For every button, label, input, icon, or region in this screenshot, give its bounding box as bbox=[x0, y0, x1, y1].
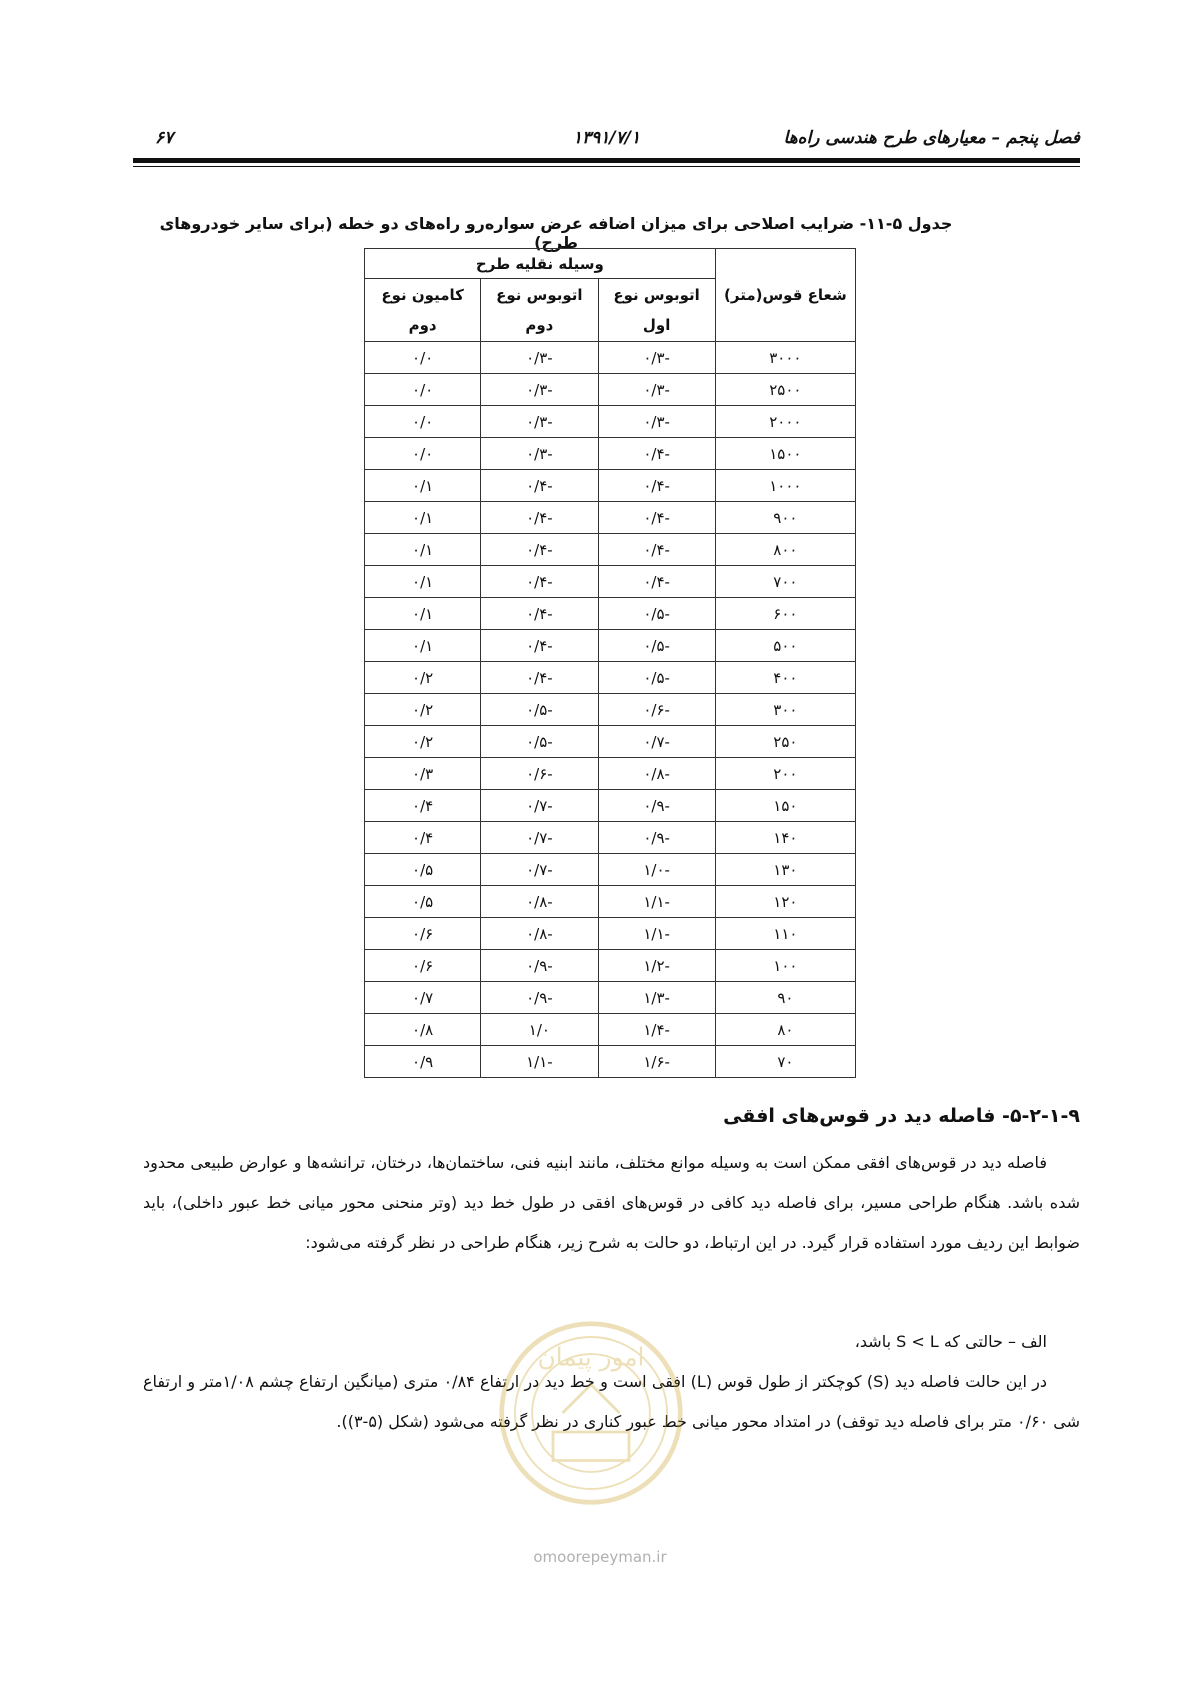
radius-cell: ۲۰۰ bbox=[715, 758, 855, 790]
bus-type-2-cell: -۰/۹ bbox=[481, 950, 598, 982]
table-row bbox=[365, 694, 856, 726]
bus-type-1-cell: -۱/۶ bbox=[598, 1046, 715, 1078]
bus-type-2-cell: -۰/۸ bbox=[481, 886, 598, 918]
table-row bbox=[365, 950, 856, 982]
bus-type-1-cell: -۰/۴ bbox=[598, 470, 715, 502]
radius-cell: ۲۰۰۰ bbox=[715, 406, 855, 438]
chapter-title: فصل پنجم – معیارهای طرح هندسی راه‌ها bbox=[783, 128, 1080, 148]
correction-factors-table bbox=[364, 248, 856, 1078]
header-rule-thick bbox=[133, 158, 1080, 163]
bus-type-1-cell: -۰/۹ bbox=[598, 790, 715, 822]
radius-header: شعاع قوس(متر) bbox=[715, 249, 855, 342]
truck-type-2-cell: ۰/۸ bbox=[365, 1014, 481, 1046]
truck-type-2-cell: ۰/۱ bbox=[365, 566, 481, 598]
bus-type-2-cell: -۰/۷ bbox=[481, 790, 598, 822]
bus-type-1-cell: -۰/۷ bbox=[598, 726, 715, 758]
radius-cell: ۱۳۰ bbox=[715, 854, 855, 886]
table-row bbox=[365, 406, 856, 438]
truck-type-2-cell: ۰/۶ bbox=[365, 950, 481, 982]
truck-type-2-cell: ۰/۹ bbox=[365, 1046, 481, 1078]
radius-cell: ۸۰۰ bbox=[715, 534, 855, 566]
bus-type-2-cell: -۰/۸ bbox=[481, 918, 598, 950]
bus-type-2-cell: -۰/۴ bbox=[481, 630, 598, 662]
bus-type-1-cell: -۰/۵ bbox=[598, 662, 715, 694]
paragraph-case-a: در این حالت فاصله دید (S) کوچکتر از طول قوس (L) افقی است و خط دید در ارتفاع ۰/۸۴ متری (میانگین ارتفاع چشم ۱/۰۸متر و ارتفاع شی ۰/۶۰ متر برای فاصله دید توقف) در امتداد محور میانی خط عبور کناری در نظر گرفته می‌شود (شکل (۵-۳)). bbox=[143, 1372, 1080, 1431]
bus-type-2-cell: -۰/۶ bbox=[481, 758, 598, 790]
page-number: ۶۷ bbox=[155, 128, 174, 148]
table-row bbox=[365, 758, 856, 790]
table-row bbox=[365, 566, 856, 598]
header-rule-thin bbox=[133, 166, 1080, 167]
bus-type-2-cell: -۱/۱ bbox=[481, 1046, 598, 1078]
bus-type-2-cell: -۰/۵ bbox=[481, 726, 598, 758]
radius-cell: ۵۰۰ bbox=[715, 630, 855, 662]
bus-type-1-cell: -۰/۴ bbox=[598, 438, 715, 470]
truck-type-2-cell: ۰/۳ bbox=[365, 758, 481, 790]
radius-cell: ۱۰۰۰ bbox=[715, 470, 855, 502]
bus-type-1-cell: -۱/۴ bbox=[598, 1014, 715, 1046]
truck-type-2-cell: ۰/۴ bbox=[365, 790, 481, 822]
table-row bbox=[365, 470, 856, 502]
bus-type-2-cell: -۰/۹ bbox=[481, 982, 598, 1014]
radius-cell: ۷۰۰ bbox=[715, 566, 855, 598]
bus-type-2-cell: -۰/۳ bbox=[481, 342, 598, 374]
bus-type-2-cell: -۰/۳ bbox=[481, 406, 598, 438]
radius-cell: ۲۵۰۰ bbox=[715, 374, 855, 406]
bus-type-1-cell: -۰/۵ bbox=[598, 630, 715, 662]
bus-type-2-cell: -۰/۴ bbox=[481, 598, 598, 630]
page-header bbox=[133, 128, 1080, 150]
bus-type-2-cell: ۱/۰ bbox=[481, 1014, 598, 1046]
bus-type-2-header: اتوبوس نوع دوم bbox=[481, 279, 598, 342]
bus-type-1-cell: -۰/۴ bbox=[598, 534, 715, 566]
bus-type-1-cell: -۰/۴ bbox=[598, 502, 715, 534]
radius-cell: ۷۰ bbox=[715, 1046, 855, 1078]
table-row bbox=[365, 1014, 856, 1046]
bus-type-1-cell: -۰/۶ bbox=[598, 694, 715, 726]
paragraph-intro: فاصله دید در قوس‌های افقی ممکن است به وسیله موانع مختلف، مانند ابنیه فنی، ساختمان‌ها، درختان، ترانشه‌ها و عوارض طبیعی محدود شده باشد. هنگام طراحی مسیر، برای فاصله دید کافی در قوس‌های افقی در طول خط دید (وتر منحنی محور میانی خط عبور داخلی)، باید ضوابط این ردیف مورد استفاده قرار گیرد. در این ارتباط، دو حالت به شرح زیر، هنگام طراحی در نظر گرفته می‌شود: bbox=[143, 1153, 1080, 1252]
table-row bbox=[365, 598, 856, 630]
table-row bbox=[365, 534, 856, 566]
truck-type-2-header: کامیون نوع دوم bbox=[365, 279, 481, 342]
bus-type-2-cell: -۰/۴ bbox=[481, 662, 598, 694]
table-row bbox=[365, 662, 856, 694]
truck-type-2-cell: ۰/۰ bbox=[365, 406, 481, 438]
bus-type-1-cell: -۱/۱ bbox=[598, 886, 715, 918]
radius-cell: ۱۰۰ bbox=[715, 950, 855, 982]
table-row bbox=[365, 886, 856, 918]
bus-type-1-cell: -۰/۵ bbox=[598, 598, 715, 630]
bus-type-2-cell: -۰/۴ bbox=[481, 470, 598, 502]
bus-type-2-cell: -۰/۴ bbox=[481, 502, 598, 534]
bus-type-2-cell: -۰/۴ bbox=[481, 566, 598, 598]
truck-type-2-cell: ۰/۱ bbox=[365, 630, 481, 662]
truck-type-2-cell: ۰/۴ bbox=[365, 822, 481, 854]
truck-type-2-cell: ۰/۷ bbox=[365, 982, 481, 1014]
bus-type-2-cell: -۰/۵ bbox=[481, 694, 598, 726]
radius-cell: ۱۵۰ bbox=[715, 790, 855, 822]
table-row bbox=[365, 502, 856, 534]
bus-type-1-header: اتوبوس نوع اول bbox=[598, 279, 715, 342]
truck-type-2-cell: ۰/۲ bbox=[365, 662, 481, 694]
watermark-seal-icon bbox=[496, 1318, 686, 1508]
table-row bbox=[365, 982, 856, 1014]
truck-type-2-cell: ۰/۱ bbox=[365, 502, 481, 534]
bus-type-2-cell: -۰/۷ bbox=[481, 854, 598, 886]
radius-cell: ۱۵۰۰ bbox=[715, 438, 855, 470]
radius-cell: ۳۰۰ bbox=[715, 694, 855, 726]
bus-type-1-cell: -۱/۳ bbox=[598, 982, 715, 1014]
table-row bbox=[365, 342, 856, 374]
bus-type-1-cell: -۱/۱ bbox=[598, 918, 715, 950]
truck-type-2-cell: ۰/۲ bbox=[365, 694, 481, 726]
case-a-line: الف – حالتی که S < L باشد، bbox=[854, 1332, 1047, 1351]
truck-type-2-cell: ۰/۶ bbox=[365, 918, 481, 950]
bus-type-1-cell: -۰/۸ bbox=[598, 758, 715, 790]
truck-type-2-cell: ۰/۲ bbox=[365, 726, 481, 758]
table-row bbox=[365, 374, 856, 406]
bus-type-2-cell: -۰/۳ bbox=[481, 374, 598, 406]
table-row bbox=[365, 854, 856, 886]
radius-cell: ۸۰ bbox=[715, 1014, 855, 1046]
bus-type-2-cell: -۰/۷ bbox=[481, 822, 598, 854]
table-row bbox=[365, 630, 856, 662]
watermark-brand: امور پیمان bbox=[537, 1342, 645, 1372]
truck-type-2-cell: ۰/۵ bbox=[365, 886, 481, 918]
bus-type-2-cell: -۰/۳ bbox=[481, 438, 598, 470]
radius-cell: ۹۰ bbox=[715, 982, 855, 1014]
bus-type-1-cell: -۰/۴ bbox=[598, 566, 715, 598]
watermark-url: omoorepeyman.ir bbox=[533, 1548, 667, 1566]
header-date: ۱۳۹۱/۷/۱ bbox=[572, 128, 641, 148]
section-title: ۵-۲-۱-۹- فاصله دید در قوس‌های افقی bbox=[723, 1105, 1080, 1127]
bus-type-1-cell: -۰/۳ bbox=[598, 374, 715, 406]
radius-cell: ۲۵۰ bbox=[715, 726, 855, 758]
radius-cell: ۱۲۰ bbox=[715, 886, 855, 918]
truck-type-2-cell: ۰/۵ bbox=[365, 854, 481, 886]
truck-type-2-cell: ۰/۰ bbox=[365, 438, 481, 470]
table-row bbox=[365, 822, 856, 854]
truck-type-2-cell: ۰/۰ bbox=[365, 374, 481, 406]
table-row bbox=[365, 790, 856, 822]
table-row bbox=[365, 726, 856, 758]
table-row bbox=[365, 1046, 856, 1078]
table-row bbox=[365, 918, 856, 950]
truck-type-2-cell: ۰/۱ bbox=[365, 598, 481, 630]
table-caption: جدول ۵-۱۱- ضرایب اصلاحی برای میزان اضافه عرض سواره‌رو راه‌های دو خطه (برای سایر خودروهای طرح) bbox=[159, 214, 953, 252]
design-vehicle-header: وسیله نقلیه طرح bbox=[365, 249, 716, 279]
truck-type-2-cell: ۰/۰ bbox=[365, 342, 481, 374]
radius-cell: ۱۴۰ bbox=[715, 822, 855, 854]
radius-cell: ۳۰۰۰ bbox=[715, 342, 855, 374]
bus-type-1-cell: -۱/۰ bbox=[598, 854, 715, 886]
bus-type-1-cell: -۰/۳ bbox=[598, 342, 715, 374]
truck-type-2-cell: ۰/۱ bbox=[365, 534, 481, 566]
table-body bbox=[365, 342, 856, 1078]
truck-type-2-cell: ۰/۱ bbox=[365, 470, 481, 502]
radius-cell: ۴۰۰ bbox=[715, 662, 855, 694]
radius-cell: ۱۱۰ bbox=[715, 918, 855, 950]
radius-cell: ۶۰۰ bbox=[715, 598, 855, 630]
bus-type-1-cell: -۱/۲ bbox=[598, 950, 715, 982]
bus-type-2-cell: -۰/۴ bbox=[481, 534, 598, 566]
bus-type-1-cell: -۰/۹ bbox=[598, 822, 715, 854]
radius-cell: ۹۰۰ bbox=[715, 502, 855, 534]
table-row bbox=[365, 438, 856, 470]
bus-type-1-cell: -۰/۳ bbox=[598, 406, 715, 438]
